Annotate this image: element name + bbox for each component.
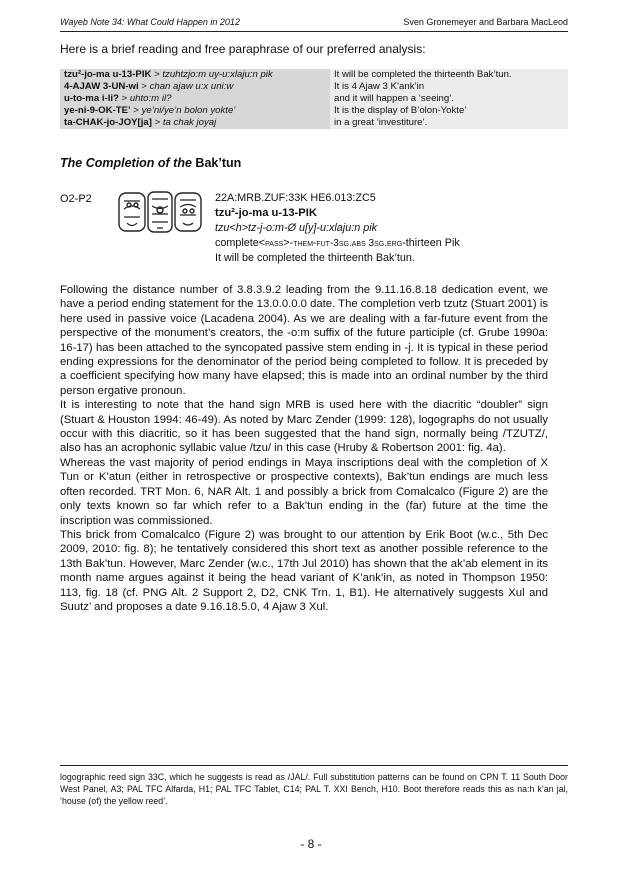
intro-sentence: Here is a brief reading and free paraphrase of our preferred analysis:	[60, 42, 426, 56]
body-text	[60, 283, 548, 614]
header-right: Sven Gronemeyer and Barbara MacLeod	[403, 17, 568, 27]
section-heading-post: Bak’tun	[195, 156, 242, 170]
reading-cell	[60, 105, 330, 117]
footnote-rule	[60, 765, 568, 766]
transcription: ta chak joyaj	[162, 117, 217, 128]
table-row	[60, 117, 568, 129]
glyph-2	[148, 192, 172, 232]
paragraph: Whereas the vast majority of period endings in Maya inscriptions deal with the completion of X Tun or K’atun (either in retrospective or prospective contexts), Bak’tun endings are much less often recorded. TRT Mon. 6, NAR Alt. 1 and possibly a brick from Comalcalco (Figure 2) are the only texts known so far which refer to a Bak’tun ending in the (far) future at the time the inscription was commissioned.	[60, 456, 548, 527]
gloss-part: 3sg.erg	[365, 238, 403, 249]
paragraph: Following the distance number of 3.8.3.9.2 leading from the 9.11.16.8.18 dedication event, we have a period ending statement for the 13.0.0.0.0 date. The completion verb tzutz (Stuart 2001) is here used in passive voice (Lacadena 2004). As we are dealing with a far-future event from the perspective of the monument’s creators, the -o:m suffix of the future participle (cf. Grube 1990a: 16-17) has been attached to the syncopated passive stem ending in -j. It is typical in these period ending expressions for the denominator of the period being completed to follow. It is preceded by a coefficient specifying how many have elapsed; this is made into an ordinal number by the third person ergative pronoun.	[60, 284, 548, 397]
arrow-separator: >	[151, 117, 163, 128]
example-translation: It will be completed the thirteenth Bak’tun.	[215, 252, 415, 264]
glyph-block-drawing	[117, 189, 203, 235]
paraphrase-cell: It will be completed the thirteenth Bak’tun.	[330, 69, 568, 81]
reading-cell	[60, 117, 330, 129]
reading-cell	[60, 69, 330, 81]
paragraph: This brick from Comalcalco (Figure 2) was brought to our attention by Erik Boot (w.c., 5th Dec 2009, 2010: fig. 8); he tentatively considered this short text as another possible reference to the 13th Bak’tun. However, Marc Zender (w.c., 17th Jul 2010) has shown that the ak’ab element in its month name argues against it being the head variant of K’ank’in, as noted in Thompson 1950: 113, fig. 18 (cf. PNG Alt. 2 Support 2, D2, CNK Trn. 1, B1). He alternatively suggests Xul and Suutz’ and proposes a date 9.16.18.5.0, 4 Ajaw 3 Xul.	[60, 528, 548, 613]
arrow-separator: >	[130, 105, 142, 116]
table-row	[60, 69, 568, 81]
glyph-transliteration: 4-AJAW 3-UN-wi	[64, 81, 139, 92]
footnote: logographic reed sign 33C, which he suggests is read as /JAL/. Full substitution patterns can be found on CPN T. 11 South Door West Panel, A3; PAL TFC Alfarda, H1; PAL TFC Tablet, C14; PAL T. XXI Bench, H10. Boot therefore reads this as na:h k’an jal, ‘house (of) the yellow reed’.	[60, 772, 568, 806]
transcription: uhto:m il?	[129, 93, 172, 104]
header-rule	[60, 31, 568, 32]
transcription: chan ajaw u:x uni:w	[149, 81, 234, 92]
gloss-part: -thirteen Pik	[402, 237, 460, 249]
paraphrase-cell: in a great ‘investiture’.	[330, 117, 568, 129]
glyph-transliteration: ta-CHAK-jo-JOY[ja]	[64, 117, 152, 128]
arrow-separator: >	[138, 81, 150, 92]
table-row	[60, 81, 568, 93]
glyph-transliteration: tzu²-jo-ma u-13-PIK	[64, 69, 152, 80]
section-heading-pre: The Completion of the	[60, 156, 196, 170]
arrow-separator: >	[151, 69, 163, 80]
paraphrase-cell: and it will happen a ‘seeing’.	[330, 93, 568, 105]
glyph-transliteration: u-to-ma i-li?	[64, 93, 119, 104]
paragraph: It is interesting to note that the hand sign MRB is used here with the diacritic “doubler” sign (Stuart & Houston 1994: 46-49). As noted by Marc Zender (1999: 128), logographs do not usually occur with this diacritic, so it has been suggested that the hand sign, normally being /TZUTZ/, also has an acrophonic syllabic value /tzu/ in this case (Hruby & Robertson 2001: fig. 4a).	[60, 399, 548, 455]
section-heading	[60, 156, 241, 170]
gloss-part: pass	[265, 238, 284, 249]
transcription: ye’ni/ye’n bolon yokte’	[141, 105, 236, 116]
gloss-part: complete<	[215, 237, 266, 249]
reading-cell	[60, 81, 330, 93]
example-catalog: 22A:MRB.ZUF:33K HE6.013:ZC5	[215, 192, 376, 204]
header-left: Wayeb Note 34: What Could Happen in 2012	[60, 17, 240, 27]
arrow-separator: >	[118, 93, 130, 104]
paraphrase-cell: It is 4 Ajaw 3 K’ank’in	[330, 81, 568, 93]
example-analysis	[215, 191, 460, 266]
reading-cell	[60, 93, 330, 105]
paraphrase-cell: It is the display of B’olon-Yokte’	[330, 105, 568, 117]
page-number: - 8 -	[300, 837, 322, 851]
table-row	[60, 105, 568, 117]
example-id: O2-P2	[60, 193, 92, 205]
table-row	[60, 93, 568, 105]
example-transliteration: tzu²-jo-ma u-13-PIK	[215, 207, 317, 219]
gloss-part: them-fut-3sg.abs	[293, 238, 366, 249]
example-gloss	[215, 236, 460, 251]
glyph-transliteration: ye-ni-9-OK-TE’	[64, 105, 131, 116]
gloss-part: >-	[283, 237, 294, 249]
example-transcription: tzu<h>tz-j-o:m-Ø u[y]-u:xlaju:n pik	[215, 222, 378, 234]
reading-table	[60, 69, 568, 129]
transcription: tzuhtzjo:m uy-u:xlaju:n pik	[162, 69, 273, 80]
